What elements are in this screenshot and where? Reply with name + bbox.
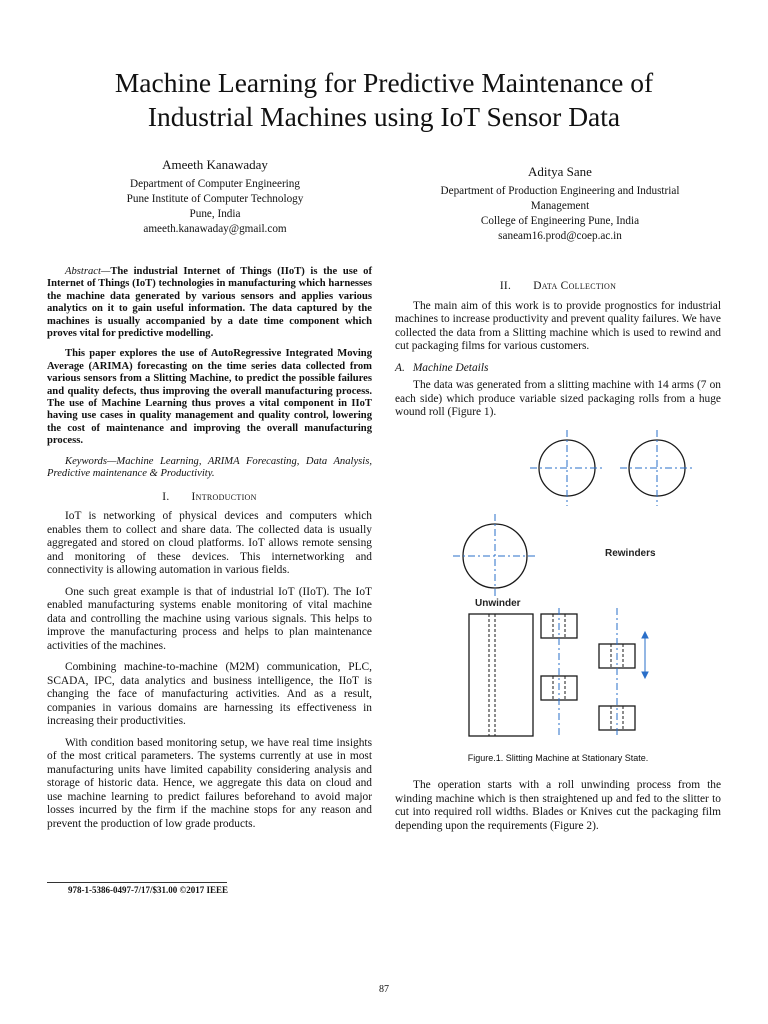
label-unwinder: Unwinder — [475, 597, 521, 609]
figure-slitting-machine — [395, 428, 721, 748]
author-block-2 — [410, 162, 710, 244]
subsection-number: A. — [395, 361, 405, 374]
title-line-1: Machine Learning for Predictive Maintenance of — [114, 67, 654, 98]
intro-paragraph-1: IoT is networking of physical devices and computers which enables them to collect and share data. The collected data is usually aggregated and stored on cloud platforms. IoT allows remote sensing and monitoring of these devices. This internetworking and connectivity is allowing automation in various fields. — [47, 510, 372, 576]
abstract-text-1: The industrial Internet of Things (IIoT) is the use of Internet of Things (IoT) technologies in manufacturing which harnesses the machine data generated by various sensors and applies various analytics on it to gain useful information. The data captured by the machines is usually accompanied by a date time component which proves vital for predictive modelling. — [47, 266, 372, 340]
author-institute: College of Engineering Pune, India — [480, 215, 640, 227]
subsection-title: Machine Details — [412, 361, 489, 374]
data-collection-paragraph: The main aim of this work is to provide prognostics for industrial machines to increase productivity and prevent quality failures. We have collected the data from a Slitting machine which is used to rewind and cut packaging films for various customers. — [395, 299, 721, 352]
machine-details-paragraph: The data was generated from a slitting machine with 14 arms (7 on each side) which produce variable sized packaging rolls from a huge wound roll (Figure 1). — [395, 379, 721, 418]
section-number: II. — [499, 280, 512, 292]
section-heading-data-collection — [395, 280, 721, 294]
author-department: Department of Computer Engineering — [130, 178, 300, 190]
subsection-heading-machine-details — [395, 362, 721, 376]
slitting-machine-diagram — [395, 428, 721, 748]
author-institute: Pune Institute of Computer Technology — [126, 193, 304, 205]
author-email[interactable]: saneam16.prod@coep.ac.in — [498, 230, 622, 242]
abstract-paragraph-2: This paper explores the use of AutoRegressive Integrated Moving Average (ARIMA) forecasting on the time series data collected from various sensors from a Slitting Machine, to predict the possible failures and quality defects, thus improving the overall manufacturing process. The use of Machine Learning thus proves a vital component in IIoT having use cases in quality management and quality control, lowering the cost of maintenance and improving the overall manufacturing process. — [47, 348, 372, 447]
figure-caption: Figure.1. Slitting Machine at Stationary State. — [467, 752, 649, 763]
section-title: Introduction — [191, 490, 257, 503]
section-title: Data Collection — [533, 280, 617, 292]
author-name: Ameeth Kanawaday — [162, 157, 268, 172]
label-rewinders: Rewinders — [605, 547, 656, 559]
abstract-lead: Abstract— — [65, 266, 111, 277]
author-department-cont: Management — [530, 200, 590, 212]
author-location: Pune, India — [189, 208, 241, 220]
abstract-paragraph-1 — [47, 266, 372, 340]
keywords: Keywords—Machine Learning, ARIMA Forecasting, Data Analysis, Predictive maintenance & Productivity. — [47, 455, 372, 480]
author-department: Department of Production Engineering and Industrial — [440, 185, 680, 197]
author-block-1 — [90, 155, 340, 237]
operation-paragraph: The operation starts with a roll unwinding process from the winding machine which is then straightened up and fed to the slitter to cut into required roll widths. Blades or Knives cut the packaging film depending upon the requirements (Figure 2). — [395, 779, 721, 832]
paper-title — [40, 66, 728, 134]
page-number: 87 — [379, 984, 389, 995]
author-name: Aditya Sane — [528, 164, 592, 179]
unwinder-body — [469, 614, 533, 736]
section-heading-introduction — [47, 491, 372, 505]
intro-paragraph-3: Combining machine-to-machine (M2M) communication, PLC, SCADA, IPC, data analytics and business intelligence, the IIoT is changing the face of manufacturing activities. And as a result, companies in various domains are harnessing its effectiveness in increasing their productivities. — [47, 661, 372, 727]
section-number: I. — [162, 490, 170, 503]
intro-paragraph-4: With condition based monitoring setup, we have real time insights of the most critical parameters. The systems currently at use in most manufacturing units have limited capability considering analysis and storage of historic data. Hence, we aggregate this data on cloud and use machine learning to predict failures beforehand to avoid major losses incurred by the firm if the machine stops for any reason and prevent the production of low grade products. — [47, 736, 372, 830]
author-email[interactable]: ameeth.kanawaday@gmail.com — [143, 223, 287, 235]
title-line-2: Industrial Machines using IoT Sensor Data — [147, 101, 621, 132]
intro-paragraph-2: One such great example is that of industrial IoT (IIoT). The IoT enabled manufacturing systems enable monitoring of vital machine data and controlling the machine using various signals. This helps to improve the manufacturing process and helps to plan maintenance activities of the machines. — [47, 585, 372, 652]
copyright-footnote: 978-1-5386-0497-7/17/$31.00 ©2017 IEEE — [68, 885, 228, 895]
right-column — [395, 280, 721, 841]
left-column — [47, 266, 372, 839]
footnote-divider — [47, 882, 227, 883]
